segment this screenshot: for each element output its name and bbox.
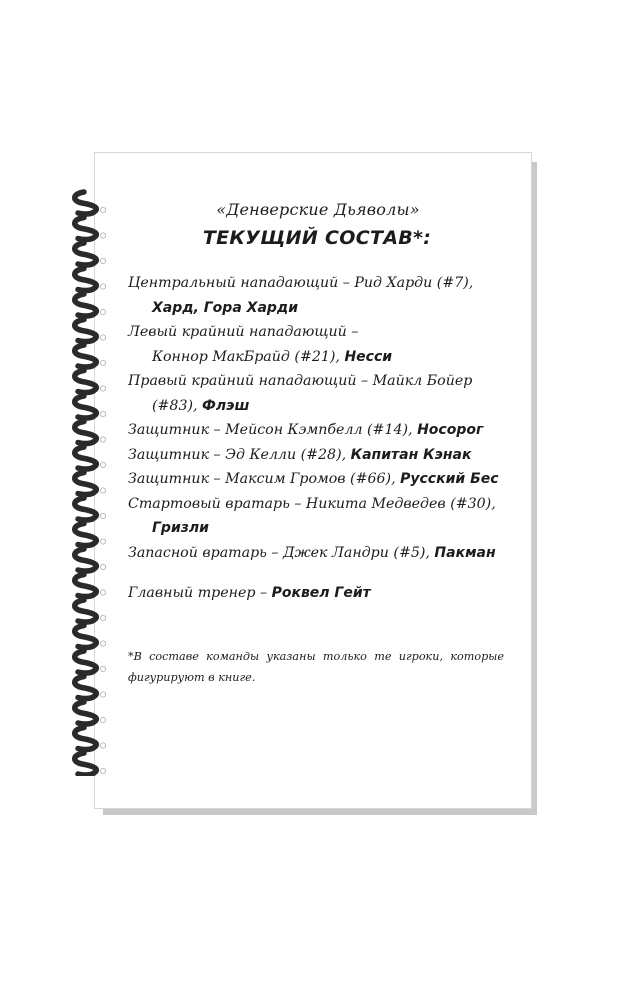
binding-hole (100, 717, 105, 722)
binding-hole (100, 615, 105, 620)
spiral-coil (75, 575, 97, 597)
spiral-coil (75, 371, 97, 393)
spiral-coil (75, 269, 97, 291)
roster-heading: ТЕКУЩИЙ СОСТАВ*: (202, 227, 432, 249)
binding-hole (100, 692, 105, 697)
roster-entry (128, 541, 506, 566)
roster-list (128, 271, 506, 606)
spiral-coil (75, 753, 97, 775)
spiral-coil (75, 677, 97, 699)
player-line-cont: Коннор МакБрайд (#21), (152, 348, 345, 365)
spiral-coil (75, 218, 97, 240)
roster-entry (128, 369, 506, 418)
spiral-binding-icon (66, 186, 116, 776)
footnote: *В составе команды указаны только те игроки, которые фигурируют в книге. (128, 649, 504, 684)
coach-name: Роквел Гейт (271, 585, 371, 601)
spiral-coil (75, 320, 97, 342)
player-line: Защитник – Эд Келли (#28), (128, 446, 351, 463)
player-line: Правый крайний нападающий – Майкл Бойер (128, 373, 473, 389)
binding-hole (100, 539, 105, 544)
spiral-coil (75, 626, 97, 648)
player-nickname: Пакман (434, 544, 496, 561)
coach-entry (128, 581, 506, 606)
binding-hole (100, 666, 105, 671)
player-nickname: Гризли (152, 520, 209, 536)
team-name: «Денверские Дьяволы» (216, 200, 420, 219)
spiral-coil (75, 294, 97, 316)
player-line-cont: (#83), (152, 397, 203, 414)
player-line: Защитник – Максим Громов (#66), (128, 471, 401, 487)
roster-entry (128, 443, 506, 468)
binding-hole (100, 360, 105, 365)
roster-entry (128, 467, 506, 492)
spiral-coil (75, 447, 97, 469)
spiral-coil (75, 243, 97, 265)
spiral-coil (75, 192, 97, 214)
roster-content (128, 200, 506, 688)
binding-hole (100, 335, 105, 340)
roster-entry (128, 320, 506, 369)
spiral-coil (75, 396, 97, 418)
player-line: Левый крайний нападающий – (128, 324, 359, 340)
binding-hole (100, 258, 105, 263)
spiral-coil (75, 524, 97, 546)
spiral-coil (75, 498, 97, 520)
spiral-coil (75, 600, 97, 622)
player-line: Защитник – Мейсон Кэмпбелл (#14), (128, 422, 418, 438)
spiral-coil (75, 473, 97, 495)
binding-hole (100, 284, 105, 289)
binding-hole (100, 743, 105, 748)
binding-hole (100, 768, 105, 773)
player-line: Запасной вратарь – Джек Ландри (#5), (128, 544, 435, 561)
binding-hole (100, 309, 105, 314)
binding-hole (100, 437, 105, 442)
binding-hole (100, 386, 105, 391)
spiral-coil (75, 345, 97, 367)
spiral-coil (75, 549, 97, 571)
binding-hole (100, 462, 105, 467)
binding-hole (100, 590, 105, 595)
roster-entry (128, 418, 506, 443)
player-nickname: Флэш (202, 397, 250, 414)
binding-hole (100, 488, 105, 493)
roster-entry (128, 271, 506, 320)
player-line: Центральный нападающий – Рид Харди (#7), (128, 275, 474, 291)
binding-hole (100, 207, 105, 212)
binding-hole (100, 233, 105, 238)
player-nickname: Хард, Гора Харди (152, 299, 299, 316)
coach-role: Главный тренер – (128, 585, 272, 601)
roster-entry (128, 492, 506, 541)
binding-hole (100, 513, 105, 518)
player-nickname: Несси (344, 348, 393, 365)
player-nickname: Капитан Кэнак (350, 446, 472, 463)
spiral-coil (75, 422, 97, 444)
binding-hole (100, 641, 105, 646)
spiral-coil (75, 651, 97, 673)
spiral-coil (75, 702, 97, 724)
binding-hole (100, 411, 105, 416)
player-nickname: Носорог (417, 422, 484, 438)
player-nickname: Русский Бес (400, 471, 499, 487)
spiral-coil (75, 728, 97, 750)
binding-hole (100, 564, 105, 569)
player-line: Стартовый вратарь – Никита Медведев (#30), (128, 495, 496, 512)
